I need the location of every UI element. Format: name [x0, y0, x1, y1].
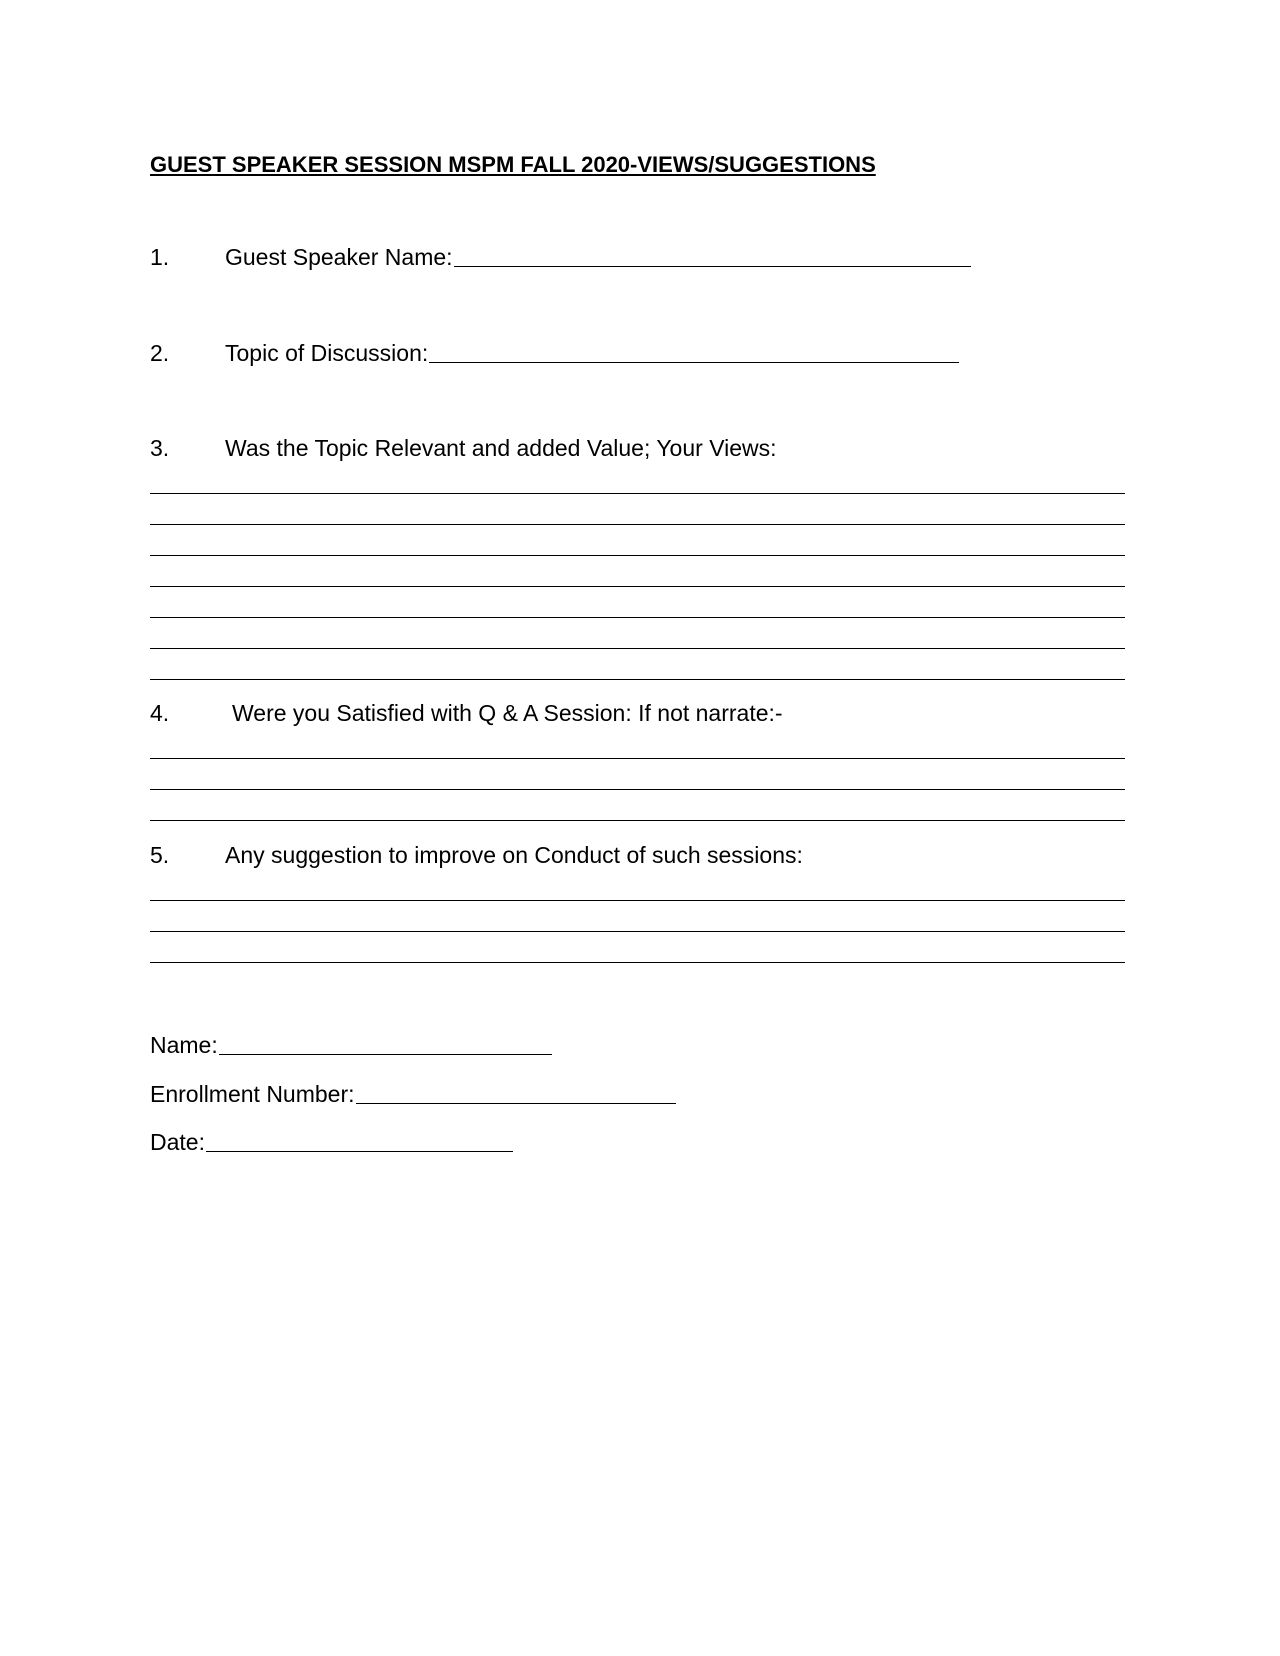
enrollment-number-label: Enrollment Number: — [150, 1081, 355, 1107]
guest-speaker-name-line[interactable] — [454, 265, 971, 267]
answer-5-line-3[interactable] — [150, 962, 1125, 963]
date-line[interactable] — [206, 1150, 513, 1152]
date-field — [150, 1129, 513, 1156]
question-4 — [150, 700, 783, 727]
answer-4-line-3[interactable] — [150, 820, 1125, 821]
answer-3-line-4[interactable] — [150, 586, 1125, 587]
question-3-number: 3. — [150, 435, 170, 461]
name-line[interactable] — [219, 1053, 552, 1055]
question-1 — [150, 244, 971, 271]
question-2 — [150, 340, 959, 367]
question-2-label: Topic of Discussion: — [225, 340, 429, 366]
question-5 — [150, 842, 803, 869]
name-field — [150, 1032, 552, 1059]
answer-5-line-1[interactable] — [150, 900, 1125, 901]
question-3 — [150, 435, 777, 462]
question-1-label: Guest Speaker Name: — [225, 244, 453, 270]
answer-3-line-7[interactable] — [150, 679, 1125, 680]
date-label: Date: — [150, 1129, 205, 1155]
question-5-number: 5. — [150, 842, 170, 868]
form-title: GUEST SPEAKER SESSION MSPM FALL 2020-VIEWS/SUGGESTIONS — [150, 152, 876, 177]
topic-of-discussion-line[interactable] — [429, 361, 959, 363]
question-1-number: 1. — [150, 244, 170, 270]
answer-3-line-5[interactable] — [150, 617, 1125, 618]
answer-4-line-1[interactable] — [150, 758, 1125, 759]
question-4-label: Were you Satisfied with Q & A Session: If not narrate:- — [232, 700, 783, 726]
answer-3-line-1[interactable] — [150, 493, 1125, 494]
name-label: Name: — [150, 1032, 218, 1058]
question-4-number: 4. — [150, 700, 170, 726]
question-2-number: 2. — [150, 340, 170, 366]
question-3-label: Was the Topic Relevant and added Value; Your Views: — [225, 435, 777, 461]
enrollment-number-field — [150, 1081, 676, 1108]
answer-3-line-6[interactable] — [150, 648, 1125, 649]
answer-5-line-2[interactable] — [150, 931, 1125, 932]
answer-3-line-2[interactable] — [150, 524, 1125, 525]
answer-3-line-3[interactable] — [150, 555, 1125, 556]
answer-4-line-2[interactable] — [150, 789, 1125, 790]
question-5-label: Any suggestion to improve on Conduct of such sessions: — [225, 842, 803, 868]
enrollment-number-line[interactable] — [356, 1102, 676, 1104]
